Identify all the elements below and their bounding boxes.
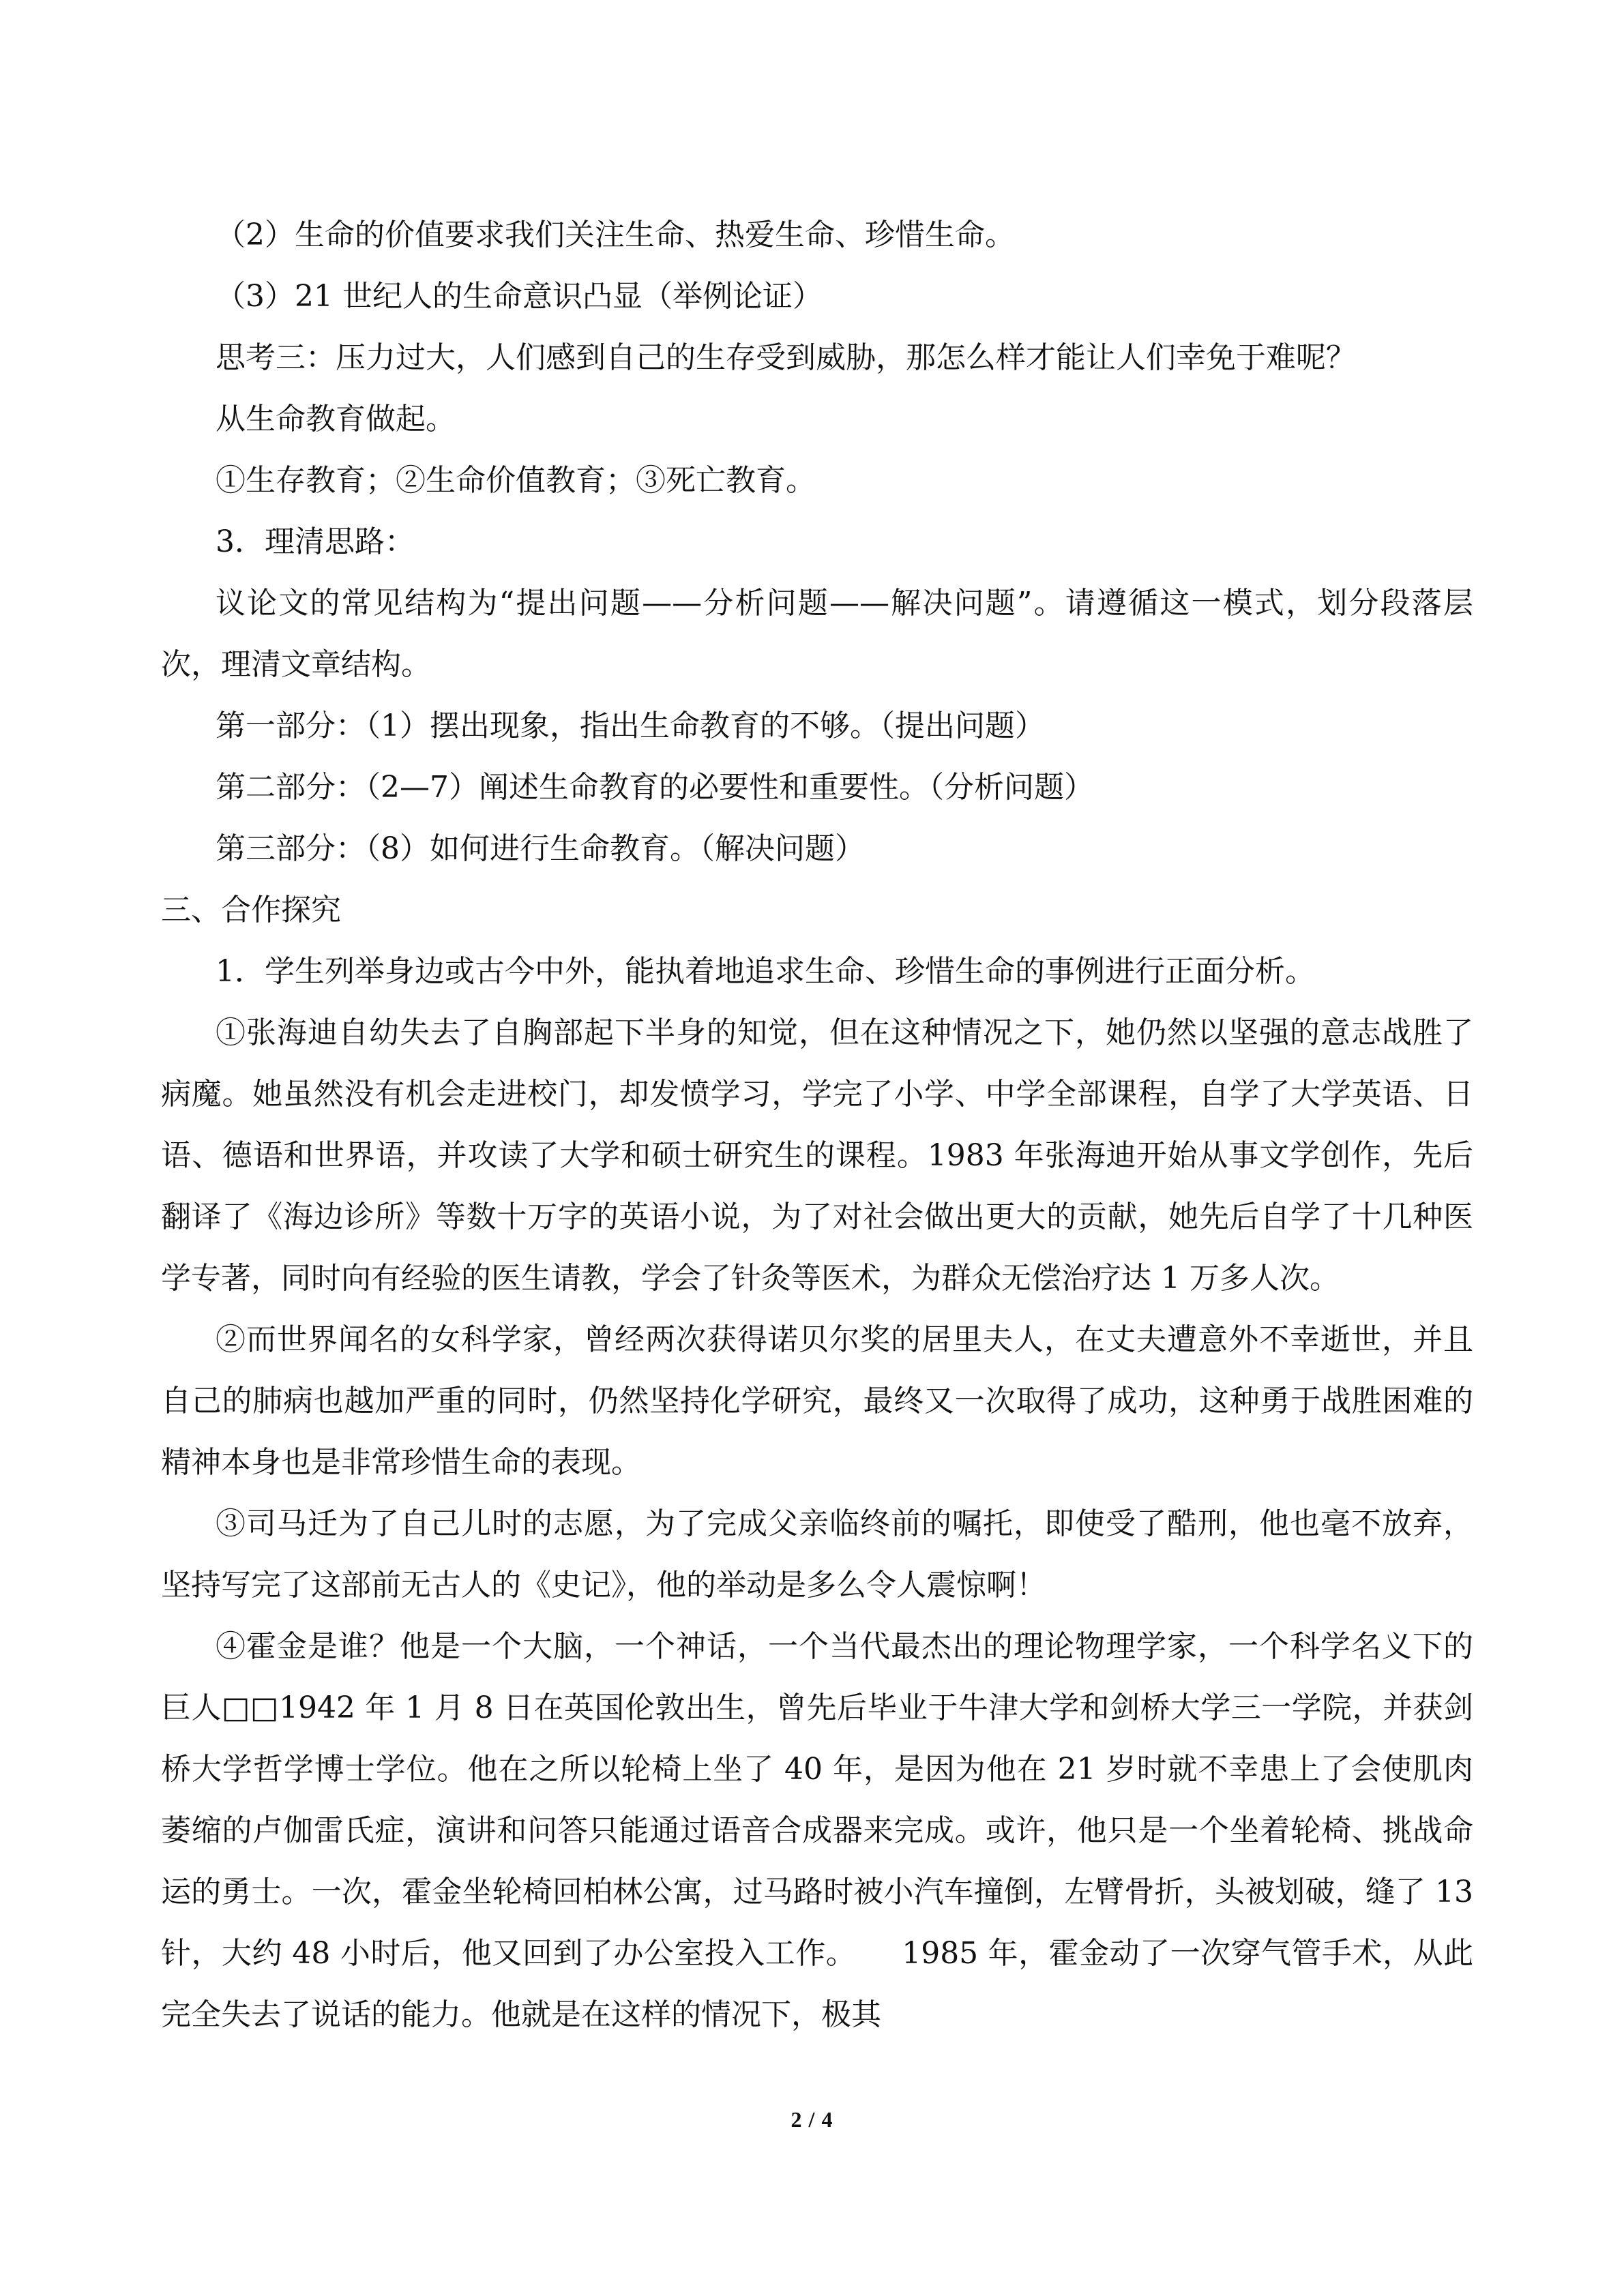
thinking-3-question: 思考三：压力过大，人们感到自己的生存受到威胁，那怎么样才能让人们幸免于难呢？ — [216, 340, 1356, 375]
sima-qian-paragraph: ③司马迁为了自己儿时的志愿，为了完成父亲临终前的嘱托，即使受了酷刑，他也毫不放弃，坚持写完了这部前无古人的《史记》，他的举动是多么令人震惊啊！ — [161, 1506, 1473, 1602]
zhang-haidi-paragraph: ①张海迪自幼失去了自胸部起下半身的知觉，但在这种情况之下，她仍然以坚强的意志战胜了病魔。她虽然没有机会走进校门，却发愤学习，学完了小学、中学全部课程，自学了大学英语、日语、德语和世界语，并攻读了大学和硕士研究生的课程。1983 年张海迪开始从事文学创作，先后翻译了《海边诊所》等数十万字的英语小说，为了对社会做出更大的贡献，她先后自学了十几种医学专著，同时向有经验的医生请教，学会了针灸等医术，为群众无偿治疗达 1 万多人次。 — [161, 1015, 1473, 1296]
part-1-line: 第一部分：（1）摆出现象，指出生命教育的不够。（提出问题） — [216, 709, 1045, 743]
question-1-line: 1．学生列举身边或古今中外，能执着地追求生命、珍惜生命的事例进行正面分析。 — [216, 954, 1315, 989]
education-list: ①生存教育；②生命价值教育；③死亡教育。 — [216, 463, 816, 498]
thinking-3-answer: 从生命教育做起。 — [216, 402, 456, 436]
hawking-paragraph: ④霍金是谁？他是一个大脑，一个神话，一个当代最杰出的理论物理学家，一个科学名义下的巨人□□1942 年 1 月 8 日在英国伦敦出生，曾先后毕业于牛津大学和剑桥大学三一学院，并获剑桥大学哲学博士学位。他在之所以轮椅上坐了 40 年，是因为他在 21 岁时就不幸患上了会使肌肉萎缩的卢伽雷氏症，演讲和问答只能通过语音合成器来完成。或许，他只是一个坐着轮椅、挑战命运的勇士。一次，霍金坐轮椅回柏林公寓，过马路时被小汽车撞倒，左臂骨折，头被划破，缝了 13 针，大约 48 小时后，他又回到了办公室投入工作。 1985 年，霍金动了一次穿气管手术，从此完全失去了说话的能力。他就是在这样的情况下，极其 — [161, 1629, 1473, 2032]
part-2-line: 第二部分：（2—7）阐述生命教育的必要性和重要性。（分析问题） — [216, 770, 1094, 805]
page-number: 2 / 4 — [791, 2107, 833, 2132]
section-3-heading: 三、合作探究 — [161, 893, 341, 927]
point-2-line: （2）生命的价值要求我们关注生命、热爱生命、珍惜生命。 — [216, 218, 1015, 252]
curie-paragraph: ②而世界闻名的女科学家，曾经两次获得诺贝尔奖的居里夫人，在丈夫遭意外不幸逝世，并且自己的肺病也越加严重的同时，仍然坚持化学研究，最终又一次取得了成功，这种勇于战胜困难的精神本身也是非常珍惜生命的表现。 — [161, 1322, 1473, 1480]
point-3-line: （3）21 世纪人的生命意识凸显（举例论证） — [216, 279, 823, 314]
document-body — [161, 205, 1473, 2046]
structure-paragraph: 议论文的常见结构为“提出问题——分析问题——解决问题”。请遵循这一模式，划分段落层次，理清文章结构。 — [161, 586, 1473, 682]
step-3-heading: 3．理清思路： — [216, 524, 415, 559]
part-3-line: 第三部分：（8）如何进行生命教育。（解决问题） — [216, 831, 865, 866]
